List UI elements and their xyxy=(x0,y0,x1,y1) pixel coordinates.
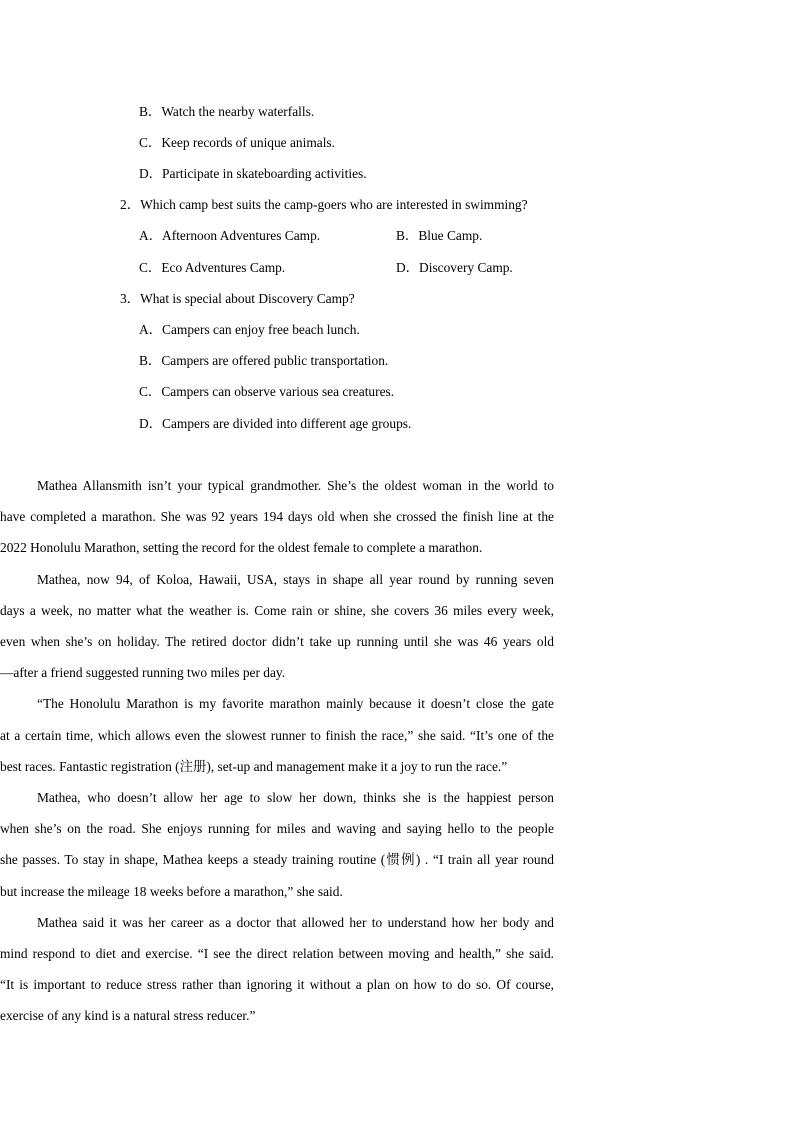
q2-option-d: D．Discovery Camp. xyxy=(396,260,513,275)
q1-option-c: C．Keep records of unique animals. xyxy=(139,135,335,150)
q2-option-b: B．Blue Camp. xyxy=(396,228,483,243)
paragraph-line: “The Honolulu Marathon is my favorite marathon mainly because it doesn’t close the gate xyxy=(37,696,554,711)
paragraph-line: when she’s on the road. She enjoys running for miles and waving and saying hello to the people xyxy=(0,821,554,836)
paragraph-line: she passes. To stay in shape, Mathea keeps a steady training routine (惯例) . “I train all year round xyxy=(0,852,554,867)
q3-option-d: D．Campers are divided into different age groups. xyxy=(139,416,412,431)
paragraph-line: “It is important to reduce stress rather than ignoring it without a plan on how to do so. Of course, xyxy=(0,977,554,992)
q1-option-d: D．Participate in skateboarding activities. xyxy=(139,166,367,181)
q3-option-a: A．Campers can enjoy free beach lunch. xyxy=(139,322,360,337)
paragraph-line: best races. Fantastic registration (注册), set-up and management make it a joy to run the race.” xyxy=(0,759,508,774)
paragraph-line: at a certain time, which allows even the slowest runner to finish the race,” she said. “It’s one of the xyxy=(0,728,554,743)
paragraph-line: Mathea, who doesn’t allow her age to slow her down, thinks she is the happiest person xyxy=(37,790,554,805)
q3-option-b: B．Campers are offered public transportation. xyxy=(139,353,389,368)
paragraph-line: but increase the mileage 18 weeks before a marathon,” she said. xyxy=(0,884,343,899)
q1-option-b: B．Watch the nearby waterfalls. xyxy=(139,104,315,119)
paragraph-line: exercise of any kind is a natural stress reducer.” xyxy=(0,1008,256,1023)
paragraph-line: Mathea said it was her career as a doctor that allowed her to understand how her body and xyxy=(37,915,554,930)
q2-stem: 2．Which camp best suits the camp-goers who are interested in swimming? xyxy=(120,197,528,212)
paragraph-line: Mathea Allansmith isn’t your typical grandmother. She’s the oldest woman in the world to xyxy=(37,478,554,493)
q2-option-a: A．Afternoon Adventures Camp. xyxy=(139,228,321,243)
paragraph-line: days a week, no matter what the weather is. Come rain or shine, she covers 36 miles every week, xyxy=(0,603,554,618)
paragraph-line: have completed a marathon. She was 92 years 194 days old when she crossed the finish line at the xyxy=(0,509,554,524)
q3-stem: 3．What is special about Discovery Camp? xyxy=(120,291,355,306)
paragraph-line: Mathea, now 94, of Koloa, Hawaii, USA, stays in shape all year round by running seven xyxy=(37,572,554,587)
paragraph-line: mind respond to diet and exercise. “I see the direct relation between moving and health,” she said. xyxy=(0,946,554,961)
q2-option-c: C．Eco Adventures Camp. xyxy=(139,260,286,275)
paragraph-line: —after a friend suggested running two miles per day. xyxy=(0,665,286,680)
paragraph-line: 2022 Honolulu Marathon, setting the record for the oldest female to complete a marathon. xyxy=(0,540,483,555)
paragraph-line: even when she’s on holiday. The retired doctor didn’t take up running until she was 46 years old xyxy=(0,634,554,649)
q3-option-c: C．Campers can observe various sea creatures. xyxy=(139,384,395,399)
